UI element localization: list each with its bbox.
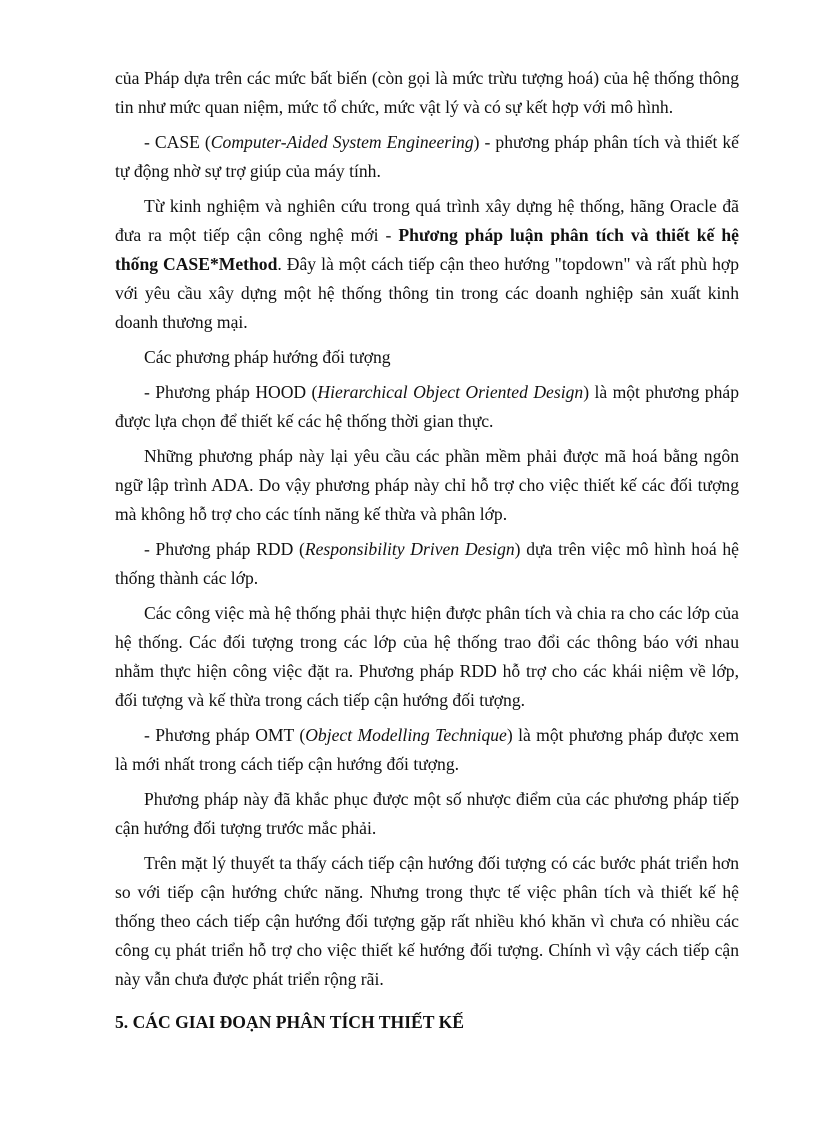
- rdd-term: Responsibility Driven Design: [304, 539, 515, 559]
- rdd-suffix: ) dựa trên việc mô hình hoá hệ thống thành các lớp.: [115, 539, 739, 588]
- document-page: [115, 64, 739, 1037]
- case-suffix: ) - phương pháp phân tích và thiết kế tự động nhờ sự trợ giúp của máy tính.: [115, 132, 739, 181]
- case-term: Computer-Aided System Engineering: [210, 132, 474, 152]
- oracle-method: Phương pháp luận phân tích và thiết kế hệ thống CASE*Method: [115, 225, 739, 274]
- hood-suffix: ) là một phương pháp được lựa chọn để thiết kế các hệ thống thời gian thực.: [115, 382, 739, 431]
- paragraph-oracle: [115, 192, 739, 337]
- paragraph-ada: Những phương pháp này lại yêu cầu các phần mềm phải được mã hoá bằng ngôn ngữ lập trình ADA. Do vậy phương pháp này chỉ hỗ trợ cho việc thiết kế các đối tượng mà không hỗ trợ cho các tính năng kế thừa và phân lớp.: [115, 446, 739, 524]
- paragraph-omt-detail: Phương pháp này đã khắc phục được một số nhược điểm của các phương pháp tiếp cận hướng đối tượng trước mắc phải.: [115, 789, 739, 838]
- oracle-prefix: Từ kinh nghiệm và nghiên cứu trong quá trình xây dựng hệ thống, hãng Oracle đã đưa ra một tiếp cận công nghệ mới -: [115, 196, 739, 245]
- paragraph-omt: [115, 721, 739, 779]
- paragraph-rdd-detail: Các công việc mà hệ thống phải thực hiện được phân tích và chia ra cho các lớp của hệ thống. Các đối tượng trong các lớp của hệ thống trao đổi các thông báo với nhau nhằm thực hiện công việc đặt ra. Phương pháp RDD hỗ trợ cho các khái niệm về lớp, đối tượng và kế thừa trong cách tiếp cận hướng đối tượng.: [115, 603, 739, 710]
- paragraph-french-methods: của Pháp dựa trên các mức bất biến (còn gọi là mức trừu tượng hoá) của hệ thống thông tin như mức quan niệm, mức tổ chức, mức vật lý và có sự kết hợp với mô hình.: [115, 68, 739, 117]
- paragraph-case: [115, 128, 739, 186]
- omt-prefix: - Phương pháp OMT (: [144, 725, 306, 745]
- paragraph-theory: Trên mặt lý thuyết ta thấy cách tiếp cận hướng đối tượng có các bước phát triển hơn so với tiếp cận hướng chức năng. Nhưng trong thực tế việc phân tích và thiết kế hệ thống theo cách tiếp cận hướng đối tượng gặp rất nhiều khó khăn vì chưa có nhiều các công cụ phát triển hỗ trợ cho việc thiết kế hướng đối tượng. Chính vì vậy cách tiếp cận này vẫn chưa được phát triển rộng rãi.: [115, 853, 739, 989]
- omt-term: Object Modelling Technique: [305, 725, 507, 745]
- rdd-prefix: - Phương pháp RDD (: [144, 539, 305, 559]
- case-prefix: - CASE (: [144, 132, 211, 152]
- hood-term: Hierarchical Object Oriented Design: [317, 382, 584, 402]
- oracle-suffix: . Đây là một cách tiếp cận theo hướng "topdown" và rất phù hợp với yêu cầu xây dựng một hệ thống thông tin trong các doanh nghiệp sản xuất kinh doanh thương mại.: [115, 254, 739, 332]
- paragraph-hood: [115, 378, 739, 436]
- omt-suffix: ) là một phương pháp được xem là mới nhất trong cách tiếp cận hướng đối tượng.: [115, 725, 739, 774]
- section-heading: 5. CÁC GIAI ĐOẠN PHÂN TÍCH THIẾT KẾ: [115, 1012, 465, 1032]
- paragraph-oo-methods: Các phương pháp hướng đối tượng: [144, 347, 391, 367]
- hood-prefix: - Phương pháp HOOD (: [144, 382, 318, 402]
- paragraph-rdd: [115, 535, 739, 593]
